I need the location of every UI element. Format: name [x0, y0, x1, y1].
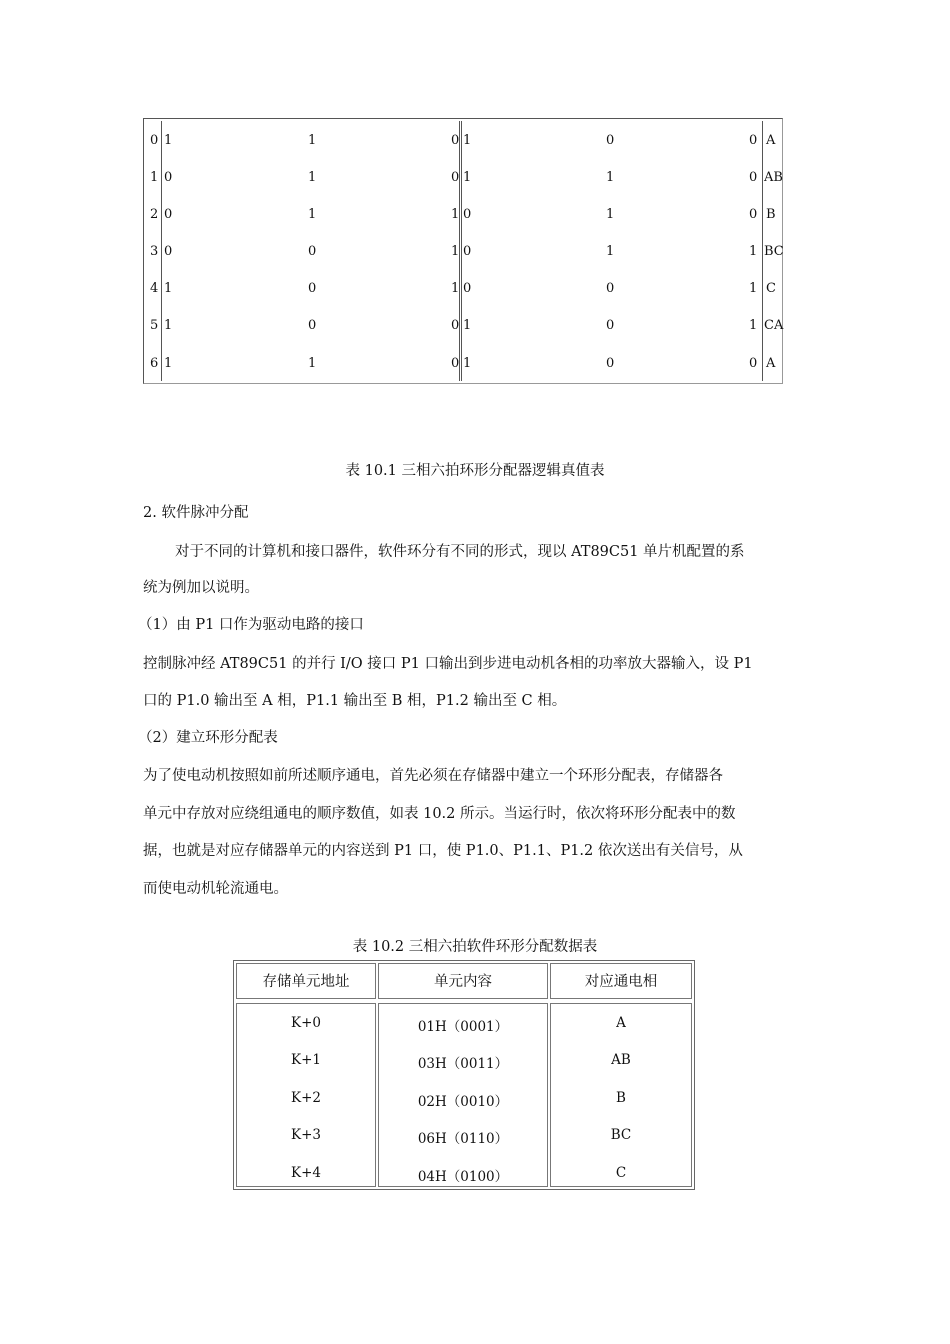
content-column: [378, 1003, 548, 1187]
phase-cell: C: [615, 1165, 627, 1181]
step-cell: 3: [150, 244, 159, 259]
paragraph-line: 据，也就是对应存储器单元的内容送到 P1 口，使 P1.0、P1.1、P1.2 依次送出有关信号，从: [143, 843, 743, 859]
bit-cell: 1: [164, 281, 173, 296]
bit-cell: 0: [451, 133, 460, 148]
table-row: [144, 316, 782, 336]
phase-cell: C: [766, 281, 776, 296]
bit-cell: 0: [463, 207, 472, 222]
step-cell: 0: [150, 133, 159, 148]
content-cell: 01H（0001）: [417, 1019, 509, 1035]
bit-cell: 0: [164, 207, 173, 222]
address-cell: K+3: [291, 1127, 321, 1143]
table-row: [144, 205, 782, 225]
bit-cell: 1: [463, 133, 472, 148]
bit-cell: 0: [164, 170, 173, 185]
bit-cell: 1: [749, 281, 758, 296]
phase-cell: B: [766, 207, 776, 222]
truth-table: [143, 118, 783, 384]
header-address: 存储单元地址: [236, 963, 376, 999]
bit-cell: 1: [164, 133, 173, 148]
bit-cell: 0: [749, 170, 758, 185]
content-cell: 04H（0100）: [417, 1169, 509, 1185]
table-row: [144, 242, 782, 262]
phase-cell: A: [616, 1015, 626, 1031]
step-cell: 6: [150, 356, 159, 371]
address-cell: K+0: [291, 1015, 321, 1031]
header-phase: 对应通电相: [550, 963, 692, 999]
bit-cell: 0: [606, 281, 615, 296]
bit-cell: 0: [749, 133, 758, 148]
table2-caption: 表 10.2 三相六拍软件环形分配数据表: [352, 939, 598, 955]
bit-cell: 1: [308, 133, 317, 148]
bit-cell: 1: [308, 170, 317, 185]
header-content: 单元内容: [378, 963, 548, 999]
bit-cell: 0: [606, 133, 615, 148]
phase-cell: AB: [611, 1052, 631, 1068]
paragraph-line: 为了使电动机按照如前所述顺序通电，首先必须在存储器中建立一个环形分配表，存储器各: [143, 768, 723, 784]
bit-cell: 1: [164, 318, 173, 333]
bit-cell: 0: [451, 318, 460, 333]
address-cell: K+1: [291, 1052, 321, 1068]
bit-cell: 0: [749, 207, 758, 222]
section-heading: 2. 软件脉冲分配: [143, 505, 249, 521]
bit-cell: 0: [164, 244, 173, 259]
phase-cell: CA: [764, 318, 784, 333]
phase-cell: BC: [764, 244, 784, 259]
bit-cell: 0: [463, 281, 472, 296]
step-cell: 5: [150, 318, 159, 333]
bit-cell: 1: [606, 244, 615, 259]
distribution-table: [233, 960, 695, 1190]
bit-cell: 0: [308, 318, 317, 333]
paragraph-line: 单元中存放对应绕组通电的顺序数值，如表 10.2 所示。当运行时，依次将环形分配表中的数: [143, 806, 736, 822]
address-cell: K+2: [291, 1090, 321, 1106]
bit-cell: 1: [451, 207, 460, 222]
bit-cell: 0: [606, 318, 615, 333]
bit-cell: 1: [451, 281, 460, 296]
paragraph-line: 统为例加以说明。: [143, 580, 259, 596]
phase-cell: BC: [610, 1127, 632, 1143]
table-row: [144, 279, 782, 299]
bit-cell: 0: [308, 244, 317, 259]
phase-cell: AB: [764, 170, 783, 185]
phase-cell: B: [616, 1090, 626, 1106]
bit-cell: 1: [308, 207, 317, 222]
paragraph-line: 对于不同的计算机和接口器件，软件环分有不同的形式，现以 AT89C51 单片机配置的系: [175, 544, 745, 560]
subheading: （1）由 P1 口作为驱动电路的接口: [138, 617, 364, 633]
phase-cell: A: [766, 356, 776, 371]
bit-cell: 1: [749, 244, 758, 259]
bit-cell: 1: [463, 318, 472, 333]
bit-cell: 0: [463, 244, 472, 259]
content-cell: 02H（0010）: [417, 1094, 509, 1110]
bit-cell: 1: [164, 356, 173, 371]
paragraph-line: 口的 P1.0 输出至 A 相，P1.1 输出至 B 相，P1.2 输出至 C 相。: [143, 693, 567, 709]
table-row: [144, 131, 782, 151]
bit-cell: 0: [451, 170, 460, 185]
content-cell: 03H（0011）: [417, 1056, 509, 1072]
bit-cell: 1: [463, 170, 472, 185]
paragraph-line: 而使电动机轮流通电。: [143, 881, 288, 897]
address-column: [236, 1003, 376, 1187]
paragraph-line: 控制脉冲经 AT89C51 的并行 I/O 接口 P1 口输出到步进电动机各相的功率放大器输入，设 P1: [143, 656, 753, 672]
step-cell: 1: [150, 170, 159, 185]
table-row: [144, 168, 782, 188]
table1-caption: 表 10.1 三相六拍环形分配器逻辑真值表: [345, 463, 605, 479]
bit-cell: 1: [451, 244, 460, 259]
phase-cell: A: [766, 133, 776, 148]
table-row: [144, 354, 782, 374]
bit-cell: 1: [308, 356, 317, 371]
bit-cell: 1: [606, 207, 615, 222]
bit-cell: 0: [749, 356, 758, 371]
bit-cell: 1: [749, 318, 758, 333]
step-cell: 2: [150, 207, 159, 222]
bit-cell: 0: [451, 356, 460, 371]
bit-cell: 0: [308, 281, 317, 296]
phase-column: [550, 1003, 692, 1187]
content-cell: 06H（0110）: [417, 1131, 509, 1147]
address-cell: K+4: [291, 1165, 321, 1181]
step-cell: 4: [150, 281, 159, 296]
bit-cell: 1: [463, 356, 472, 371]
bit-cell: 0: [606, 356, 615, 371]
subheading: （2）建立环形分配表: [138, 730, 278, 746]
bit-cell: 1: [606, 170, 615, 185]
